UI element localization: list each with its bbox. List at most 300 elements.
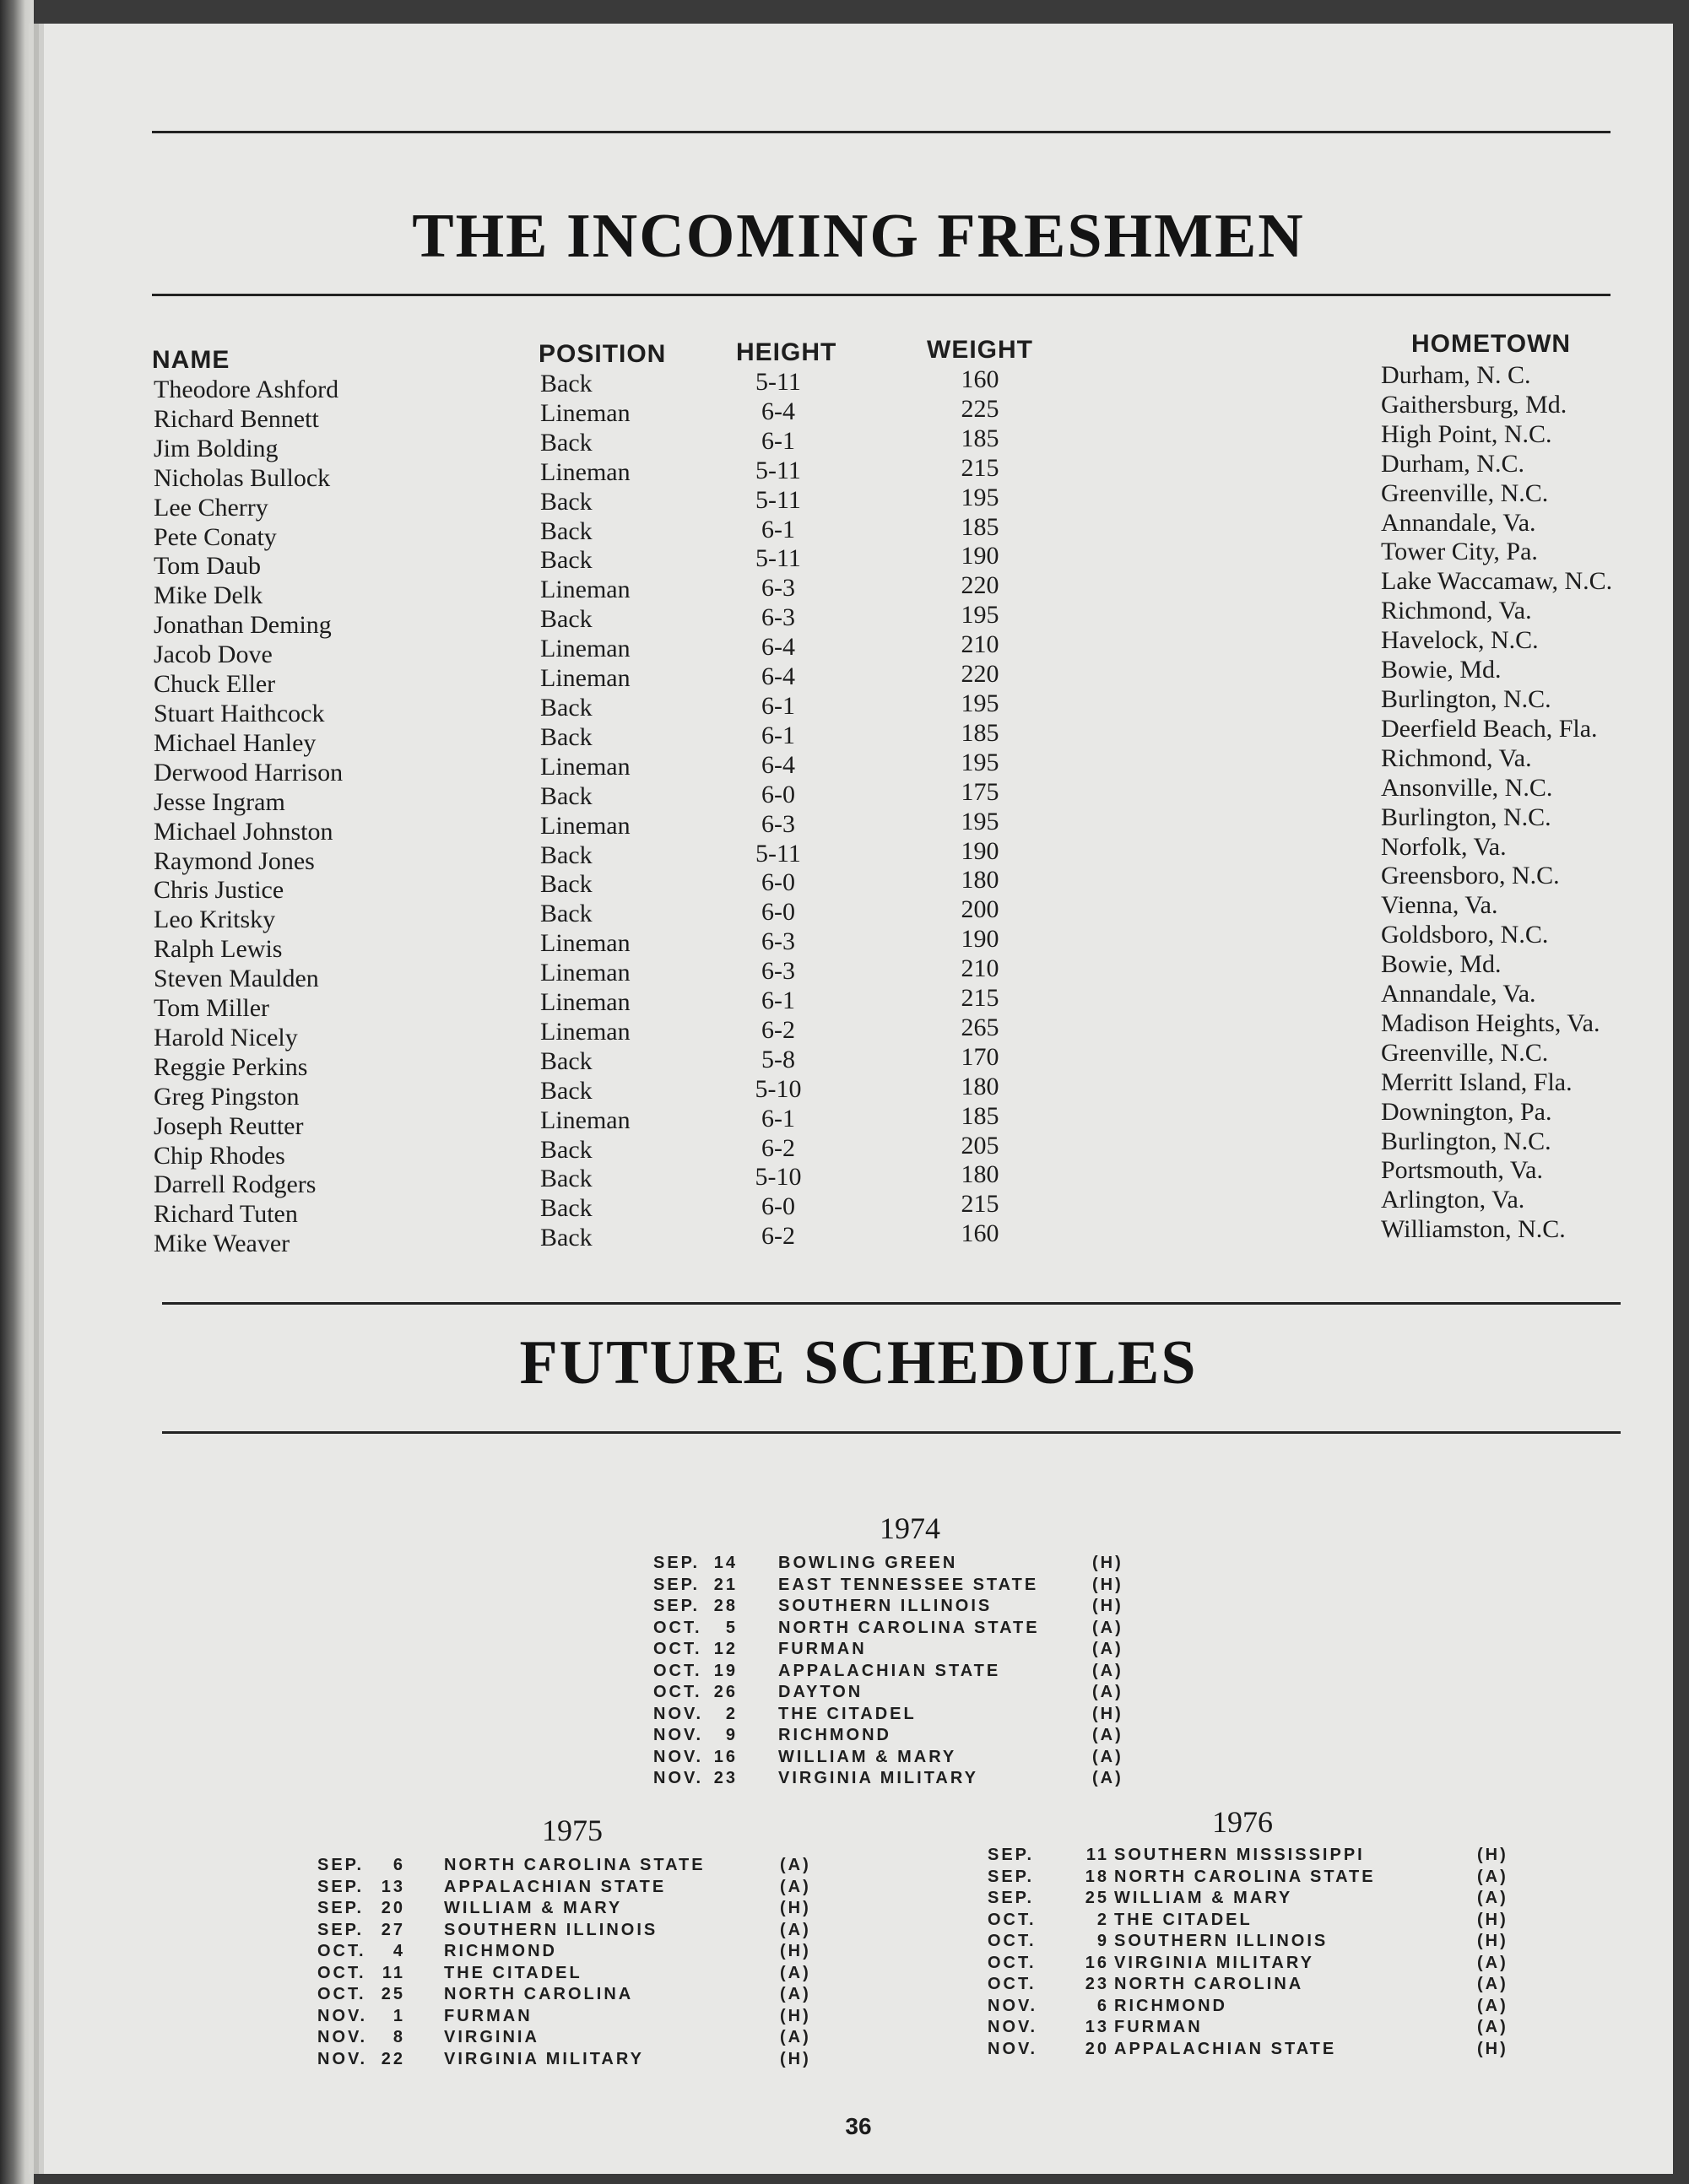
game-opponent: RICHMOND <box>778 1726 891 1744</box>
game-site: (A) <box>1092 1661 1123 1680</box>
game-day: 25 <box>381 1985 405 2003</box>
player-height: 5-10 <box>755 1074 802 1103</box>
player-height: 5-11 <box>755 456 801 484</box>
player-weight: 180 <box>961 1072 999 1100</box>
player-name: Reggie Perkins <box>154 1052 308 1081</box>
player-name: Tom Miller <box>154 994 270 1023</box>
game-site: (H) <box>780 1899 811 1917</box>
player-name: Michael Johnston <box>154 817 333 846</box>
game-month: OCT. <box>653 1640 702 1658</box>
game-site: (A) <box>780 1877 811 1896</box>
game-day: 11 <box>1085 1846 1109 1864</box>
game-month: OCT. <box>317 1985 366 2003</box>
game-opponent: FURMAN <box>444 2006 533 2025</box>
game-month: NOV. <box>653 1726 704 1744</box>
schedule-row <box>988 1996 1562 2018</box>
player-height: 6-3 <box>761 957 795 986</box>
game-site: (H) <box>1477 1932 1508 1950</box>
player-hometown: Lake Waccamaw, N.C. <box>1381 567 1613 596</box>
game-month: SEP. <box>653 1554 700 1572</box>
game-day: 20 <box>381 1899 405 1917</box>
player-name: Jonathan Deming <box>154 611 332 640</box>
game-day: 19 <box>713 1661 738 1680</box>
game-day: 12 <box>713 1640 738 1658</box>
game-month: SEP. <box>317 1877 364 1896</box>
player-height: 6-1 <box>761 515 795 543</box>
game-day: 9 <box>1096 1932 1109 1950</box>
game-opponent: THE CITADEL <box>778 1704 917 1723</box>
game-day: 4 <box>392 1942 405 1960</box>
player-weight: 220 <box>961 660 999 689</box>
player-name: Jesse Ingram <box>154 787 285 816</box>
player-hometown: Deerfield Beach, Fla. <box>1381 714 1598 743</box>
game-opponent: SOUTHERN ILLINOIS <box>778 1597 993 1615</box>
game-day: 6 <box>392 1856 405 1874</box>
game-month: OCT. <box>988 1910 1037 1929</box>
game-opponent: RICHMOND <box>1114 1996 1227 2015</box>
game-opponent: APPALACHIAN STATE <box>444 1877 667 1896</box>
schedule-row <box>653 1553 1194 1575</box>
schedule-row <box>988 1931 1562 1953</box>
player-position: Lineman <box>540 635 631 663</box>
player-height: 6-0 <box>761 1192 795 1221</box>
game-day: 13 <box>1085 2018 1109 2036</box>
game-day: 2 <box>725 1704 738 1723</box>
player-position: Lineman <box>540 576 631 604</box>
game-site: (A) <box>1092 1683 1123 1701</box>
player-hometown: High Point, N.C. <box>1381 419 1552 448</box>
player-hometown: Merritt Island, Fla. <box>1381 1068 1573 1096</box>
game-opponent: NORTH CAROLINA STATE <box>778 1618 1040 1637</box>
player-weight: 195 <box>961 748 999 776</box>
player-hometown: Durham, N.C. <box>1381 449 1524 478</box>
player-weight: 215 <box>961 453 999 482</box>
player-name: Raymond Jones <box>154 846 315 875</box>
game-month: NOV. <box>653 1704 704 1723</box>
player-weight: 185 <box>961 424 999 452</box>
schedule-row <box>988 2039 1562 2061</box>
player-hometown: Greensboro, N.C. <box>1381 862 1560 890</box>
schedules-top-rule <box>162 1302 1621 1305</box>
player-name: Chip Rhodes <box>154 1141 285 1170</box>
game-day: 23 <box>1085 1975 1109 1993</box>
game-day: 21 <box>713 1575 738 1594</box>
header-height: HEIGHT <box>736 338 837 366</box>
player-name: Ralph Lewis <box>154 935 283 964</box>
game-site: (A) <box>1477 1867 1508 1886</box>
player-position: Lineman <box>540 1017 631 1046</box>
game-opponent: FURMAN <box>778 1640 867 1658</box>
game-month: OCT. <box>653 1661 702 1680</box>
game-site: (A) <box>1477 1889 1508 1907</box>
game-month: SEP. <box>317 1920 364 1939</box>
player-name: Leo Kritsky <box>154 905 276 934</box>
game-site: (A) <box>780 1985 811 2003</box>
schedules-title: FUTURE SCHEDULES <box>519 1328 1198 1397</box>
player-position: Back <box>540 370 593 397</box>
game-site: (A) <box>780 1856 811 1874</box>
top-rule <box>152 131 1611 133</box>
player-position: Back <box>540 722 593 751</box>
player-height: 6-1 <box>761 987 795 1015</box>
player-name: Joseph Reutter <box>154 1111 304 1140</box>
player-hometown: Annandale, Va. <box>1381 508 1536 537</box>
player-name: Richard Bennett <box>154 404 319 433</box>
player-name: Nicholas Bullock <box>154 463 331 492</box>
schedule-row <box>653 1704 1194 1726</box>
player-hometown: Downington, Pa. <box>1381 1097 1552 1126</box>
player-height: 6-4 <box>761 750 795 779</box>
game-day: 16 <box>1085 1953 1109 1972</box>
player-hometown: Bowie, Md. <box>1381 656 1502 684</box>
game-day: 18 <box>1085 1867 1109 1886</box>
game-site: (A) <box>1092 1726 1123 1744</box>
player-height: 6-4 <box>761 662 795 691</box>
game-opponent: VIRGINIA <box>444 2028 539 2046</box>
game-opponent: VIRGINIA MILITARY <box>444 2049 644 2068</box>
player-weight: 220 <box>961 571 999 600</box>
player-name: Theodore Ashford <box>154 376 339 403</box>
schedule-row <box>317 1984 858 2006</box>
page-number: 36 <box>845 2113 872 2139</box>
game-opponent: NORTH CAROLINA <box>1114 1975 1304 1993</box>
game-opponent: SOUTHERN ILLINOIS <box>1114 1932 1329 1950</box>
schedule-row <box>317 1941 858 1963</box>
game-site: (A) <box>1477 1996 1508 2015</box>
player-name: Stuart Haithcock <box>154 699 325 727</box>
player-weight: 190 <box>961 925 999 954</box>
game-opponent: EAST TENNESSEE STATE <box>778 1575 1039 1594</box>
game-month: OCT. <box>653 1618 702 1637</box>
player-position: Back <box>540 546 593 575</box>
player-name: Lee Cherry <box>154 493 268 522</box>
schedule-1974 <box>653 1553 1194 1790</box>
player-weight: 215 <box>961 984 999 1013</box>
player-height: 6-2 <box>761 1133 795 1162</box>
player-height: 5-11 <box>755 839 801 868</box>
player-weight: 185 <box>961 1101 999 1130</box>
schedules-title-rule <box>162 1431 1621 1434</box>
player-name: Jacob Dove <box>154 641 273 669</box>
game-day: 14 <box>713 1554 738 1572</box>
player-name: Chris Justice <box>154 876 284 905</box>
game-month: OCT. <box>988 1975 1037 1993</box>
player-name: Derwood Harrison <box>154 758 344 787</box>
game-opponent: APPALACHIAN STATE <box>778 1661 1001 1680</box>
player-height: 6-1 <box>761 1104 795 1133</box>
player-height: 5-11 <box>755 368 801 396</box>
freshmen-title-rule <box>152 294 1611 296</box>
player-position: Back <box>540 1135 593 1164</box>
player-weight: 195 <box>961 689 999 717</box>
player-name: Harold Nicely <box>154 1023 298 1051</box>
game-day: 28 <box>713 1597 738 1615</box>
player-weight: 160 <box>961 1219 999 1248</box>
player-position: Back <box>540 1046 593 1075</box>
game-day: 5 <box>725 1618 738 1637</box>
player-hometown: Ansonville, N.C. <box>1381 773 1553 802</box>
game-opponent: APPALACHIAN STATE <box>1114 2039 1337 2058</box>
game-day: 13 <box>381 1877 405 1896</box>
game-site: (H) <box>1477 1846 1508 1864</box>
game-site: (H) <box>1092 1575 1123 1594</box>
player-height: 6-3 <box>761 603 795 632</box>
schedule-row <box>653 1747 1194 1769</box>
schedule-row <box>317 1963 858 1985</box>
document-page <box>44 24 1673 2174</box>
player-name: Richard Tuten <box>154 1200 298 1229</box>
hometown-column <box>1381 361 1659 1245</box>
game-opponent: NORTH CAROLINA STATE <box>444 1856 706 1874</box>
player-height: 5-10 <box>755 1163 802 1192</box>
game-site: (H) <box>1092 1704 1123 1723</box>
player-name: Jim Bolding <box>154 434 279 462</box>
game-opponent: WILLIAM & MARY <box>1114 1889 1293 1907</box>
player-height: 5-11 <box>755 544 801 573</box>
game-month: NOV. <box>988 1996 1038 2015</box>
player-hometown: Vienna, Va. <box>1381 891 1498 920</box>
player-weight: 195 <box>961 807 999 835</box>
game-site: (A) <box>1092 1618 1123 1637</box>
game-site: (A) <box>780 2028 811 2046</box>
player-position: Lineman <box>540 929 631 958</box>
game-month: OCT. <box>653 1683 702 1701</box>
game-month: OCT. <box>988 1932 1037 1950</box>
player-weight: 185 <box>961 718 999 747</box>
player-weight: 210 <box>961 954 999 983</box>
player-name: Greg Pingston <box>154 1082 300 1111</box>
player-hometown: Williamston, N.C. <box>1381 1215 1566 1244</box>
header-weight: WEIGHT <box>927 336 1033 364</box>
weight-column <box>925 365 1035 1249</box>
player-weight: 265 <box>961 1013 999 1041</box>
player-weight: 225 <box>961 394 999 423</box>
schedule-row <box>653 1661 1194 1683</box>
game-month: NOV. <box>988 2018 1038 2036</box>
height-column <box>719 368 837 1251</box>
player-hometown: Arlington, Va. <box>1381 1186 1525 1214</box>
position-column <box>540 370 709 1253</box>
game-opponent: DAYTON <box>778 1683 863 1701</box>
schedule-row <box>317 2027 858 2049</box>
player-hometown: Madison Heights, Va. <box>1381 1008 1600 1037</box>
player-weight: 215 <box>961 1190 999 1219</box>
player-hometown: Tower City, Pa. <box>1381 538 1538 566</box>
game-month: OCT. <box>317 1963 366 1982</box>
player-hometown: Havelock, N.C. <box>1381 626 1539 655</box>
player-weight: 200 <box>961 895 999 924</box>
schedule-row <box>653 1596 1194 1618</box>
schedule-1976 <box>988 1845 1562 2060</box>
schedule-row <box>988 1910 1562 1932</box>
game-site: (A) <box>1477 1975 1508 1993</box>
player-position: Back <box>540 1194 593 1223</box>
game-day: 23 <box>713 1769 738 1787</box>
game-opponent: FURMAN <box>1114 2018 1203 2036</box>
player-height: 6-3 <box>761 927 795 956</box>
game-day: 1 <box>392 2006 405 2025</box>
game-day: 2 <box>1096 1910 1109 1929</box>
player-position: Lineman <box>540 959 631 987</box>
game-day: 27 <box>381 1920 405 1939</box>
player-position: Back <box>540 487 593 516</box>
game-month: NOV. <box>653 1747 704 1766</box>
player-position: Lineman <box>540 664 631 693</box>
game-month: SEP. <box>988 1846 1034 1864</box>
game-opponent: RICHMOND <box>444 1942 557 1960</box>
game-day: 25 <box>1085 1889 1109 1907</box>
player-position: Back <box>540 1076 593 1105</box>
game-day: 11 <box>382 1963 405 1982</box>
schedule-1975 <box>317 1855 858 2070</box>
player-position: Back <box>540 428 593 457</box>
schedule-row <box>988 2017 1562 2039</box>
game-month: NOV. <box>653 1769 704 1787</box>
game-day: 22 <box>381 2049 405 2068</box>
player-weight: 195 <box>961 483 999 511</box>
game-month: SEP. <box>988 1889 1034 1907</box>
player-weight: 180 <box>961 1160 999 1189</box>
player-position: Back <box>540 516 593 545</box>
schedule-row <box>653 1575 1194 1597</box>
schedule-row <box>317 1855 858 1877</box>
player-hometown: Richmond, Va. <box>1381 597 1532 625</box>
game-day: 26 <box>713 1683 738 1701</box>
game-day: 6 <box>1096 1996 1109 2015</box>
schedule-row <box>653 1639 1194 1661</box>
name-column <box>154 376 491 1259</box>
game-month: SEP. <box>988 1867 1034 1886</box>
game-day: 9 <box>725 1726 738 1744</box>
schedule-row <box>317 2049 858 2071</box>
player-hometown: Gaithersburg, Md. <box>1381 390 1567 419</box>
player-height: 6-2 <box>761 1222 795 1251</box>
game-site: (A) <box>1092 1640 1123 1658</box>
game-month: SEP. <box>317 1899 364 1917</box>
player-weight: 170 <box>961 1042 999 1071</box>
player-weight: 160 <box>961 365 999 393</box>
header-name: NAME <box>152 346 230 374</box>
game-site: (H) <box>1477 1910 1508 1929</box>
game-month: OCT. <box>988 1953 1037 1972</box>
player-weight: 195 <box>961 601 999 630</box>
player-height: 6-4 <box>761 633 795 662</box>
player-name: Mike Delk <box>154 581 263 610</box>
game-opponent: VIRGINIA MILITARY <box>1114 1953 1314 1972</box>
player-hometown: Annandale, Va. <box>1381 980 1536 1008</box>
player-height: 6-0 <box>761 780 795 808</box>
player-position: Back <box>540 605 593 634</box>
schedule-row <box>317 1920 858 1942</box>
game-site: (H) <box>780 2006 811 2025</box>
player-weight: 190 <box>961 836 999 865</box>
game-opponent: WILLIAM & MARY <box>778 1747 957 1766</box>
player-name: Darrell Rodgers <box>154 1170 317 1199</box>
game-month: SEP. <box>653 1597 700 1615</box>
schedule-row <box>317 2006 858 2028</box>
game-month: SEP. <box>317 1856 364 1874</box>
schedule-row <box>988 1845 1562 1867</box>
game-month: NOV. <box>988 2039 1038 2058</box>
game-site: (A) <box>780 1963 811 1982</box>
schedule-row <box>988 1953 1562 1975</box>
player-height: 6-1 <box>761 691 795 720</box>
schedule-row <box>653 1725 1194 1747</box>
player-weight: 180 <box>961 866 999 895</box>
player-position: Back <box>540 900 593 928</box>
player-position: Back <box>540 781 593 810</box>
player-name: Steven Maulden <box>154 965 319 993</box>
player-position: Back <box>540 841 593 869</box>
game-site: (H) <box>1477 2039 1508 2058</box>
game-site: (A) <box>780 1920 811 1939</box>
schedule-row <box>988 1888 1562 1910</box>
game-site: (A) <box>1477 1953 1508 1972</box>
player-position: Back <box>540 693 593 722</box>
player-weight: 185 <box>961 512 999 541</box>
player-position: Back <box>540 1165 593 1193</box>
year-1974-heading: 1974 <box>880 1511 940 1545</box>
year-1976-heading: 1976 <box>1212 1805 1273 1839</box>
player-hometown: Greenville, N.C. <box>1381 478 1549 507</box>
player-weight: 190 <box>961 542 999 570</box>
player-position: Back <box>540 1224 593 1252</box>
player-hometown: Burlington, N.C. <box>1381 1127 1551 1155</box>
player-hometown: Goldsboro, N.C. <box>1381 921 1549 949</box>
player-name: Tom Daub <box>154 552 262 581</box>
player-hometown: Bowie, Md. <box>1381 950 1502 979</box>
player-height: 6-4 <box>761 397 795 425</box>
game-site: (A) <box>1092 1769 1123 1787</box>
game-day: 20 <box>1085 2039 1109 2058</box>
game-site: (A) <box>1477 2018 1508 2036</box>
game-opponent: THE CITADEL <box>1114 1910 1253 1929</box>
player-height: 5-11 <box>755 485 801 514</box>
schedule-row <box>317 1898 858 1920</box>
player-position: Lineman <box>540 398 631 427</box>
game-site: (A) <box>1092 1747 1123 1766</box>
game-opponent: NORTH CAROLINA <box>444 1985 634 2003</box>
schedule-row <box>317 1877 858 1899</box>
player-height: 6-3 <box>761 809 795 838</box>
player-position: Back <box>540 870 593 899</box>
player-hometown: Burlington, N.C. <box>1381 684 1551 713</box>
year-1975-heading: 1975 <box>542 1814 603 1847</box>
player-name: Mike Weaver <box>154 1230 290 1258</box>
player-height: 5-8 <box>761 1045 795 1073</box>
game-opponent: SOUTHERN MISSISSIPPI <box>1114 1846 1365 1864</box>
game-site: (H) <box>1092 1597 1123 1615</box>
player-height: 6-1 <box>761 721 795 749</box>
player-hometown: Durham, N. C. <box>1381 361 1531 389</box>
player-height: 6-0 <box>761 868 795 897</box>
player-height: 6-3 <box>761 574 795 603</box>
player-name: Michael Hanley <box>154 728 317 757</box>
game-day: 8 <box>392 2028 405 2046</box>
player-position: Lineman <box>540 988 631 1017</box>
player-weight: 205 <box>961 1131 999 1160</box>
schedule-row <box>653 1682 1194 1704</box>
game-opponent: THE CITADEL <box>444 1963 582 1982</box>
player-position: Lineman <box>540 752 631 781</box>
player-weight: 210 <box>961 630 999 659</box>
game-opponent: SOUTHERN ILLINOIS <box>444 1920 658 1939</box>
game-site: (H) <box>780 1942 811 1960</box>
game-month: SEP. <box>653 1575 700 1594</box>
player-position: Lineman <box>540 1106 631 1134</box>
player-name: Chuck Eller <box>154 670 276 699</box>
freshmen-title: THE INCOMING FRESHMEN <box>412 202 1305 271</box>
